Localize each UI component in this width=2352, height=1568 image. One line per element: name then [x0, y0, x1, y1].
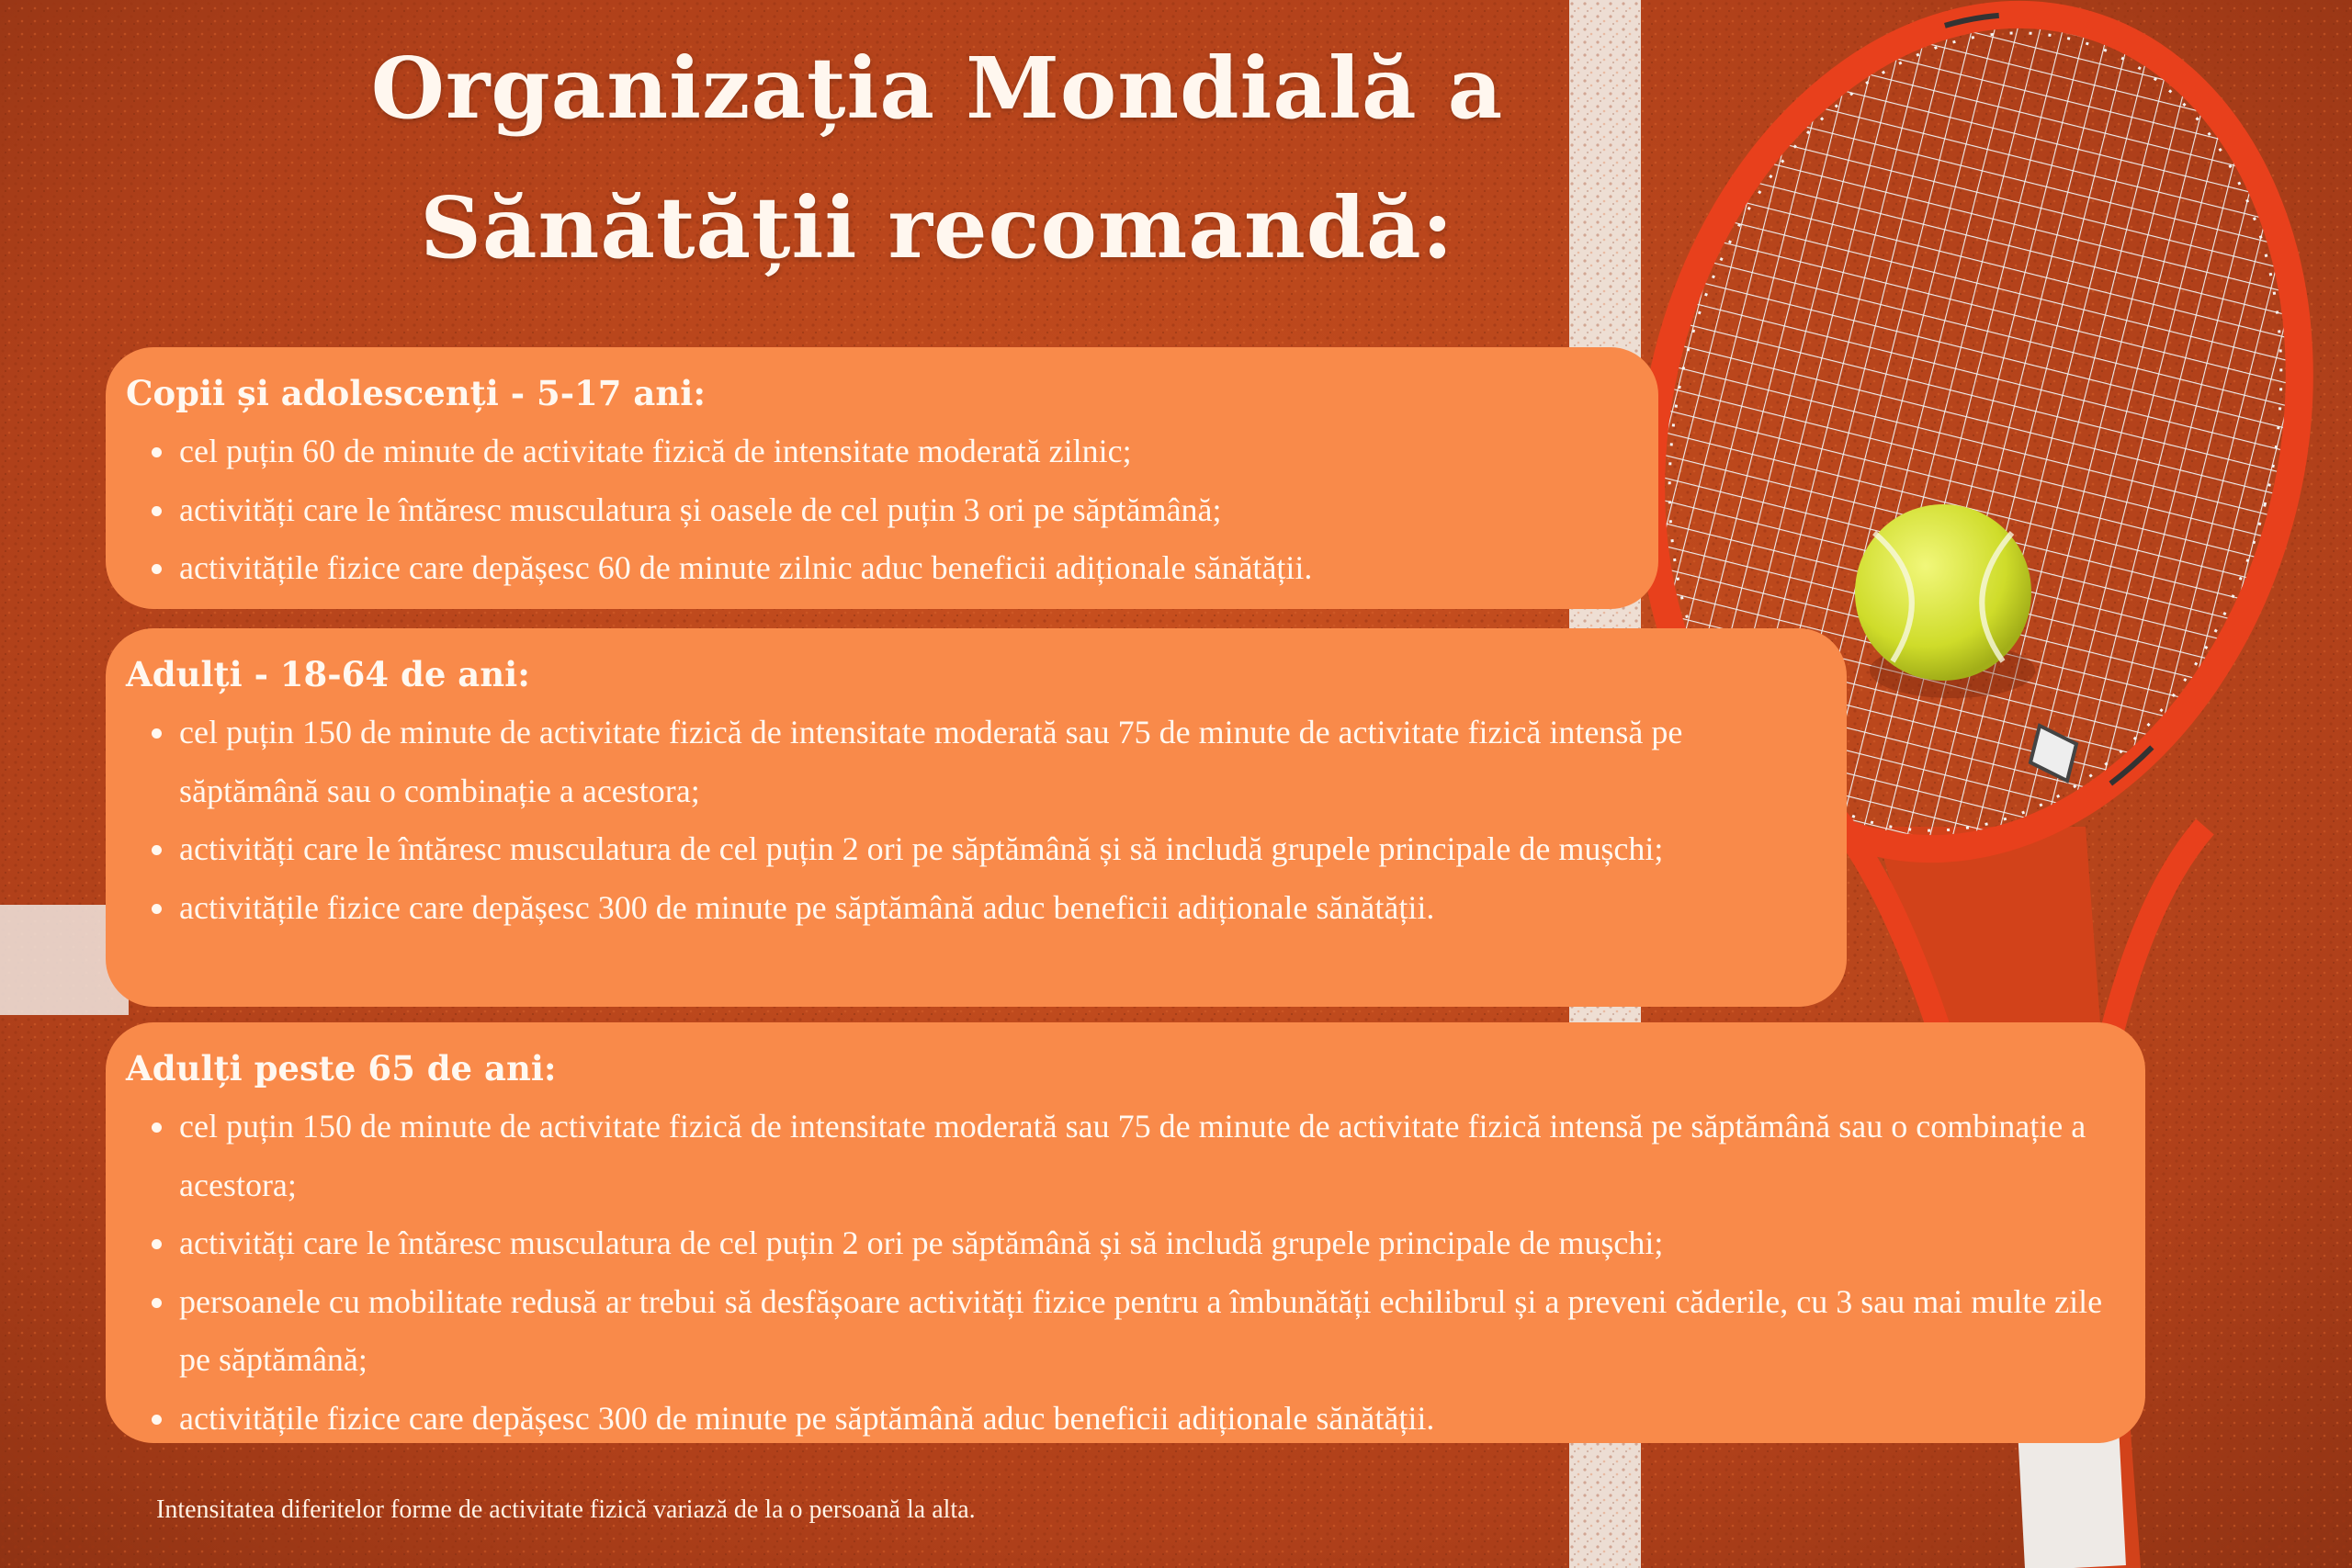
title-line-2: Sănătății recomandă: — [420, 178, 1454, 277]
section-adults — [106, 628, 1847, 1007]
list-item: activități care le întăresc musculatura de cel puțin 2 ori pe săptămână și să includă grupele principale de mușchi; — [126, 820, 1819, 879]
footnote: Intensitatea diferitelor forme de activitate fizică variază de la o persoană la alta. — [156, 1495, 976, 1524]
list-item: activitățile fizice care depășesc 300 de minute pe săptămână aduc beneficii adiționale sănătății. — [126, 1390, 2118, 1449]
list-item: cel puțin 60 de minute de activitate fizică de intensitate moderată zilnic; — [126, 423, 1631, 481]
recommendation-list — [126, 423, 1631, 598]
list-item: cel puțin 150 de minute de activitate fizică de intensitate moderată sau 75 de minute de activitate fizică intensă pe săptămână sau o combinație a acestora; — [126, 704, 1819, 820]
section-heading: Copii și adolescenți - 5-17 ani: — [126, 373, 707, 413]
section-seniors — [106, 1022, 2145, 1443]
list-item: cel puțin 150 de minute de activitate fizică de intensitate moderată sau 75 de minute de activitate fizică intensă pe săptămână sau o combinație a acestora; — [126, 1098, 2118, 1214]
list-item: activitățile fizice care depășesc 60 de minute zilnic aduc beneficii adiționale sănătății. — [126, 539, 1631, 598]
section-heading: Adulți peste 65 de ani: — [126, 1048, 557, 1089]
page-title — [276, 18, 1599, 298]
list-item: persoanele cu mobilitate redusă ar trebui să desfășoare activități fizice pentru a îmbunătăți echilibrul și a preveni căderile, cu 3 sau mai multe zile pe săptămână; — [126, 1273, 2118, 1390]
list-item: activități care le întăresc musculatura și oasele de cel puțin 3 ori pe săptămână; — [126, 481, 1631, 540]
recommendation-list — [126, 704, 1819, 937]
section-heading: Adulți - 18-64 de ani: — [126, 654, 530, 694]
section-children — [106, 347, 1658, 609]
list-item: activități care le întăresc musculatura de cel puțin 2 ori pe săptămână și să includă grupele principale de mușchi; — [126, 1214, 2118, 1273]
tennis-ball-icon — [1855, 504, 2035, 698]
recommendation-list — [126, 1098, 2118, 1448]
title-line-1: Organizația Mondială a — [370, 39, 1504, 138]
list-item: activitățile fizice care depășesc 300 de minute pe săptămână aduc beneficii adiționale sănătății. — [126, 879, 1819, 938]
